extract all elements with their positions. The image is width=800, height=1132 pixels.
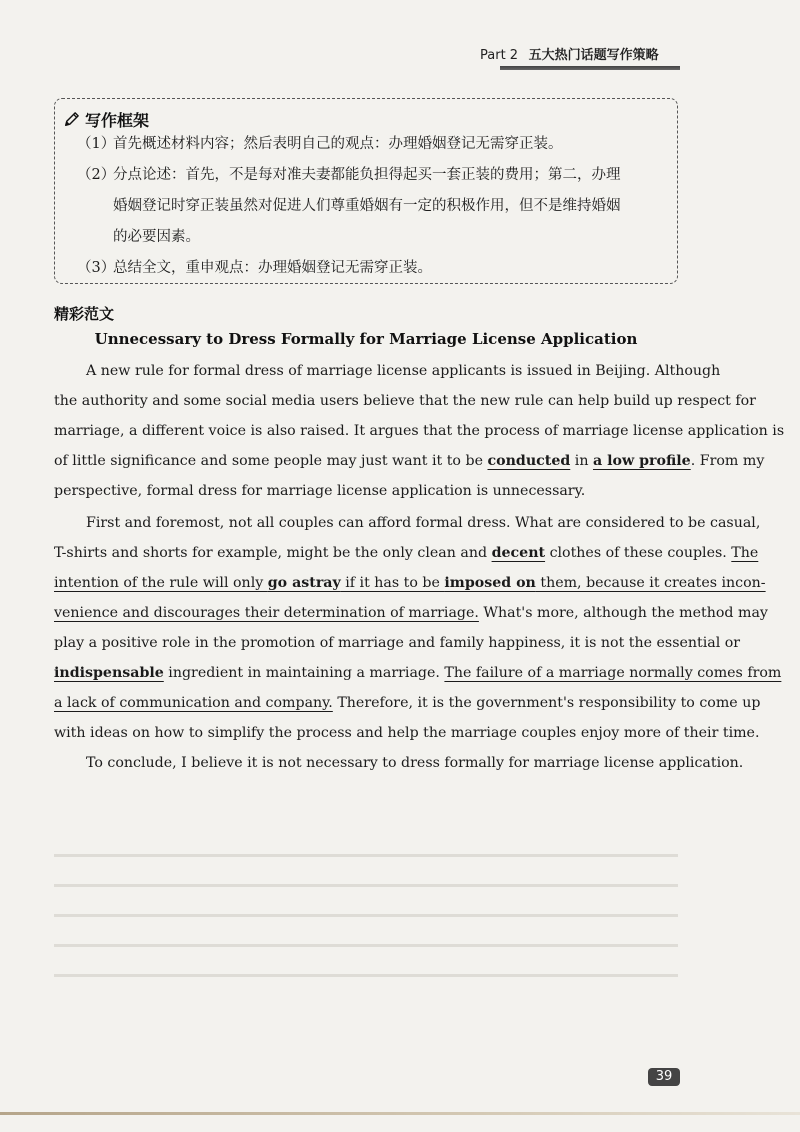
item-number: （3） (77, 260, 116, 276)
highlighted-phrase: conducted (487, 453, 571, 469)
underlined-sentence: a lack of communication and company. (54, 695, 333, 711)
underlined-sentence: if it has to be (340, 575, 445, 591)
underlined-sentence: them, because it creates incon- (535, 575, 766, 591)
framework-title: 写作框架 (85, 110, 150, 130)
text-run: T-shirts and shorts for example, might be the only clean and (54, 545, 492, 561)
item-text: 分点论述：首先，不是每对准夫妻都能负担得起买一套正装的费用；第二，办理 (113, 167, 621, 183)
pencil-icon (63, 110, 81, 128)
item-text: 首先概述材料内容；然后表明自己的观点：办理婚姻登记无需穿正装。 (113, 136, 563, 152)
highlighted-phrase: go astray (267, 575, 341, 591)
text-run: What's more, although the method may (478, 605, 768, 621)
item-text-continued: 的必要因素。 (113, 229, 200, 245)
underlined-sentence: The failure of a marriage normally comes from (444, 665, 782, 681)
essay-line (54, 538, 759, 568)
highlighted-phrase: imposed on (444, 575, 536, 591)
framework-item-2 (77, 160, 673, 253)
framework-item-1 (77, 129, 673, 160)
essay-line (54, 598, 768, 628)
item-text-continued: 婚姻登记时穿正装虽然对促进人们尊重婚姻有一定的积极作用，但不是维持婚姻 (113, 198, 621, 214)
essay-line (54, 446, 765, 476)
text-run: clothes of these couples. (545, 545, 732, 561)
essay-line: To conclude, I believe it is not necessary to dress formally for marriage license application. (86, 755, 744, 771)
item-number: （1） (77, 136, 116, 152)
essay-line (54, 658, 782, 688)
underlined-sentence: venience and discourages their determination of marriage. (54, 605, 479, 621)
essay-line: perspective, formal dress for marriage license application is unnecessary. (54, 483, 586, 499)
essay-line: play a positive role in the promotion of marriage and family happiness, it is not the essential or (54, 635, 741, 651)
text-run: in (570, 453, 593, 469)
highlighted-phrase: a low profile (592, 453, 691, 469)
item-text: 总结全文，重申观点：办理婚姻登记无需穿正装。 (113, 260, 432, 276)
text-run: of little significance and some people may just want it to be (54, 453, 488, 469)
underlined-sentence: The (731, 545, 759, 561)
framework-heading (63, 107, 149, 131)
essay-line: with ideas on how to simplify the process and help the marriage couples enjoy more of their time. (54, 725, 760, 741)
text-run: . From my (690, 453, 765, 469)
header-rule (500, 66, 680, 70)
highlighted-phrase: indispensable (54, 665, 164, 681)
essay-line: First and foremost, not all couples can afford formal dress. What are considered to be casual, (86, 515, 761, 531)
highlighted-phrase: decent (491, 545, 546, 561)
essay-line: A new rule for formal dress of marriage license applicants is issued in Beijing. Although (86, 363, 721, 379)
chapter-title: 五大热门话题写作策略 (528, 48, 659, 63)
essay-line (54, 688, 761, 718)
underlined-sentence: intention of the rule will only (54, 575, 268, 591)
bleed-through-text (54, 842, 678, 992)
item-number: （2） (77, 167, 116, 183)
essay-title: Unnecessary to Dress Formally for Marriage License Application (94, 330, 638, 348)
page-number: 39 (648, 1068, 680, 1086)
essay-line (54, 568, 766, 598)
text-run: ingredient in maintaining a marriage. (163, 665, 445, 681)
framework-box (54, 98, 678, 284)
text-run: Therefore, it is the government's responsibility to come up (332, 695, 761, 711)
framework-item-3 (77, 253, 673, 284)
essay-line: marriage, a different voice is also raised. It argues that the process of marriage license application is (54, 423, 785, 439)
section-label: 精彩范文 (54, 305, 115, 323)
running-header (480, 44, 680, 68)
part-label: Part 2 (480, 48, 519, 63)
page-edge (0, 1112, 800, 1115)
essay-line: the authority and some social media users believe that the new rule can help build up respect for (54, 393, 756, 409)
